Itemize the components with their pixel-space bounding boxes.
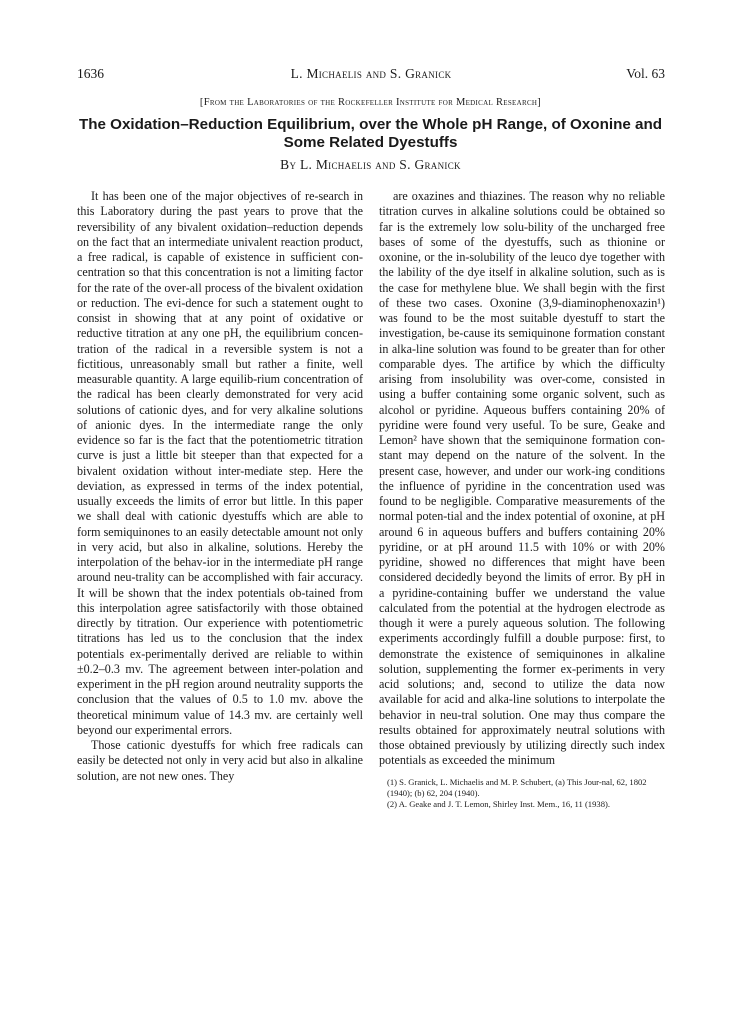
body-paragraph: Those cationic dyestuffs for which free radicals can easily be detected not only in very acid but also in alkaline solution, are not new ones. They (77, 738, 363, 783)
footnote-2: (2) A. Geake and J. T. Lemon, Shirley Inst. Mem., 16, 11 (1938). (387, 798, 610, 809)
byline: By L. Michaelis and S. Granick (280, 157, 461, 172)
article-title: The Oxidation–Reduction Equilibrium, over the Whole pH Range, of Oxonine and Some Related Dyestuffs (78, 116, 663, 151)
right-column (379, 189, 665, 810)
body-paragraph: It has been one of the major objectives of re-search in this Laboratory during the past years to prove that the reversibility of any bivalent oxidation–reduction depends on the fact that an intermediate univalent reaction product, a free radical, is capable of existence in sufficient con-centration so that this concentration is not a limiting factor for the rate of the over-all process of the bivalent oxidation or reduction. The evi-dence for such a statement ought to consist in showing that at any point of oxidative or reductive titration at any one pH, the equilibrium concen-tration of the radical in a reversible system is not a fictitious, unreasonably small but rather a finite, well measurable quantity. A large equilib-rium concentration of the radical has been clearly demonstrated for very acid solutions of cationic dyes, and for very alkaline solutions of anionic dyes. In the intermediate range the only evidence so far is the fact that the potentiometric titration curve is just a little bit steeper than that expected for a bivalent oxidation without inter-mediate step. Here the deviation, as expressed in terms of the index potential, usually exceeds the limits of error but little. In this paper we shall deal with cationic dyestuffs which are able to form semiquinones to an easily detectable amount not only in very acid, but also in alkaline, solutions. Hereby the interpolation of the behav-ior in the intermediate pH range around neu-trality can be accomplished with fair accuracy. It will be shown that the index potentials ob-tained from this interpolation agree satisfactorily with those obtained directly by titration. Our experience with potentiometric titrations has led us to the conclusion that the index potentials ex-perimentally derived are reliable to within ±0.2–0.3 mv. The agreement between inter-polation and experiment in the pH region around neutrality supports the conclusion that the values of 0.5 to 1.0 mv. above the theoretical minimum value of 14.3 mv. are certainly well beyond our experimental errors. (77, 189, 363, 737)
footnotes (379, 777, 665, 810)
page-number: 1636 (77, 66, 104, 81)
running-head (77, 66, 665, 86)
body-paragraph: are oxazines and thiazines. The reason why no reliable titration curves in alkaline solutions could be obtained so far is the extremely low solu-bility of the uncharged free bases of some of the dyestuffs, such as thionine or oxonine, or the in-solubility of the leuco dye together with the lability of the dye itself in alkaline solution, such as is the case for methylene blue. We shall begin with the first of these two cases. Oxonine (3,9-diaminophenoxazin¹) was found to be the most suitable dyestuff to start the investigation, be-cause its semiquinone formation constant in alka-line solution was found to be greater than for other comparable dyes. The artifice by which the difficulty arising from insolubility was over-come, consisted in using a buffer containing some organic solvent, such as alcohol or pyridine. Aqueous buffers containing 20% of pyridine were found very useful. To be sure, Geake and Lemon² have shown that the semiquinone formation con-stant may depend on the nature of the solvent. In the present case, however, and under our work-ing conditions the influence of pyridine in the concentration used was found to be negligible. Comparative measurements of the normal poten-tial and the index potential of oxonine, at pH around 6 in aqueous buffers and buffers containing 20% pyridine, or at pH around 11.5 with 10% or with 20% pyridine, showed no differences that might have been considered decidedly beyond the limits of error. By pH in a pyridine-containing buffer we understand the value calculated from the potential at the hydrogen electrode as though it were a purely aqueous solution. The following experiments accordingly fulfill a double purpose: first, to demonstrate the existence of semiquinones in alkaline solution, supplementing the former ex-periments in very acid solutions; and, second to utilize the data now available for acid and alka-line solutions to interpolate the behavior in neu-tral solution. One may thus compare the results obtained for approximately neutral solutions with those obtained previously by utilizing directly such index potentials as exceeded the minimum (379, 189, 665, 768)
running-head-authors: L. Michaelis and S. Granick (290, 66, 452, 81)
left-column (77, 189, 363, 784)
affiliation-line: [From the Laboratories of the Rockefeller Institute for Medical Research] (199, 97, 542, 108)
footnote-1: (1) S. Granick, L. Michaelis and M. P. Schubert, (a) This Jour-nal, 62, 1802 (1940); (b) 62, 204 (1940). (387, 776, 647, 798)
volume-label: Vol. 63 (626, 66, 665, 81)
